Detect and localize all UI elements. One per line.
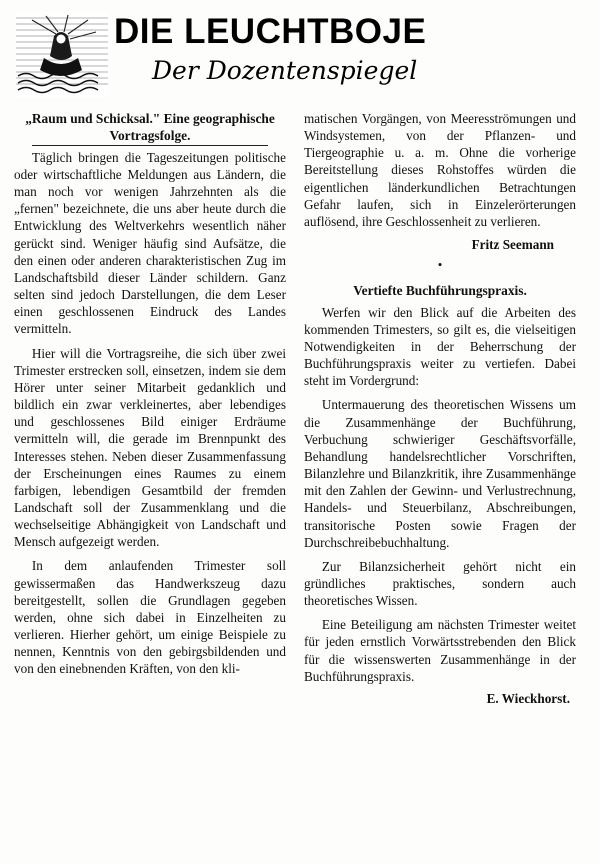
article-columns	[14, 110, 586, 856]
paragraph: Zur Bilanzsicherheit gehört nicht ein gründliches praktisches, sondern auch theoretisches Wissen.	[304, 558, 576, 609]
section-separator	[304, 259, 576, 272]
paragraph: Hier will die Vortragsreihe, die sich über zwei Trimester erstrecken soll, einsetzen, indem sie dem Hörer unter seiner Mitarbeit gedanklich und bildlich ein zwar verkleinertes, aber lebendiges und geschlossenes Bild einiger Erdräume vermitteln will, die gerade im Brennpunkt des Interesses stehen. Neben dieser Zusammenfassung der Erscheinungen eines Raumes zu einem farbigen, lebendigen Gesamtbild der fremden Landschaft soll der Zusammenklang und die wechselseitige Abhängigkeit von Landschaft und Mensch aufgezeigt werden.	[14, 345, 286, 550]
bullet-icon: •	[437, 257, 443, 273]
masthead-titles	[114, 10, 586, 84]
paper-title: DIE LEUCHTBOJE	[114, 12, 427, 51]
paragraph-continuation: matischen Vorgängen, von Meeresströmungen und Windsystemen, von der Pflanzen- und Tiergeographie u. a. m. Ohne die vorherige Bereitstellung dieses Rohstoffes würden die eigentlichen länderkundlichen Betrachtungen Gefahr laufen, sich in Einzelerörterungen auflösend, ihre Geschlossenheit zu verlieren.	[304, 111, 576, 229]
lighthouse-buoy-icon	[16, 12, 108, 98]
paragraph: Eine Beteiligung am nächsten Trimester weitet für jeden ernstlich Vorwärtsstrebenden den Blick für die wissenswerten Zusammenhänge in der Buchführungspraxis.	[304, 617, 576, 684]
article-headline-geography: „Raum und Schicksal." Eine geographische Vortragsfolge.	[14, 110, 286, 145]
masthead	[14, 10, 586, 102]
article-byline-bookkeeping: E. Wieckhorst.	[486, 690, 570, 706]
paragraph: Untermauerung des theoretischen Wissens um die Zusammenhänge der Buchführung, Verbuchung schwieriger Geschäftsvorfälle, Behandlung handelsrechtlicher Vorschriften, Bilanzlehre und Bilanzkritik, ihre Zusammenhänge mit den Zahlen der Gewinn- und Verlustrechnung, Handels- und Steuerbilanz, Abschreibungen, transitorische Posten sowie Fragen der Durchschreibebuchhaltung.	[304, 397, 576, 550]
paragraph: In dem anlaufenden Trimester soll gewissermaßen das Handwerkszeug dazu bereitgestellt, sollen die Grundlagen gegeben werden, ohne sich dabei in Einzelheiten zu verlieren. Hierher gehört, um einige Beispiele zu nennen, Kenntnis von den gebirgsbildenden und von den einebnenden Kräften, von den kli-	[14, 558, 286, 677]
right-column	[304, 110, 576, 856]
paragraph: Täglich bringen die Tageszeitungen politische oder wirtschaftliche Meldungen aus Ländern, die man noch vor wenigen Jahrzehnten als die „fernen" bezeichnete, die uns aber heute durch die Entwicklung des Weltverkehrs wesentlich näher gerückt sind. Weniger häufig sind Aufsätze, die den einen oder anderen charakteristischen Zug im Landschaftsbild dieser Länder schildern. Ganz selten sind jedoch Darstellungen, die dem Leser einen geschlossenen Eindruck des Landes vermitteln.	[14, 149, 286, 337]
article-byline-geography: Fritz Seemann	[471, 237, 554, 253]
paragraph: Werfen wir den Blick auf die Arbeiten des kommenden Trimesters, so gilt es, die vielseitigen Notwendigkeiten in der Beherrschung der Buchführungspraxis weiter zu vertiefen. Dabei steht im Vordergrund:	[304, 304, 576, 389]
article-headline-bookkeeping: Vertiefte Buchführungspraxis.	[353, 283, 527, 299]
left-column	[14, 110, 286, 856]
paper-subtitle: Der Dozentenspiegel	[152, 55, 418, 85]
